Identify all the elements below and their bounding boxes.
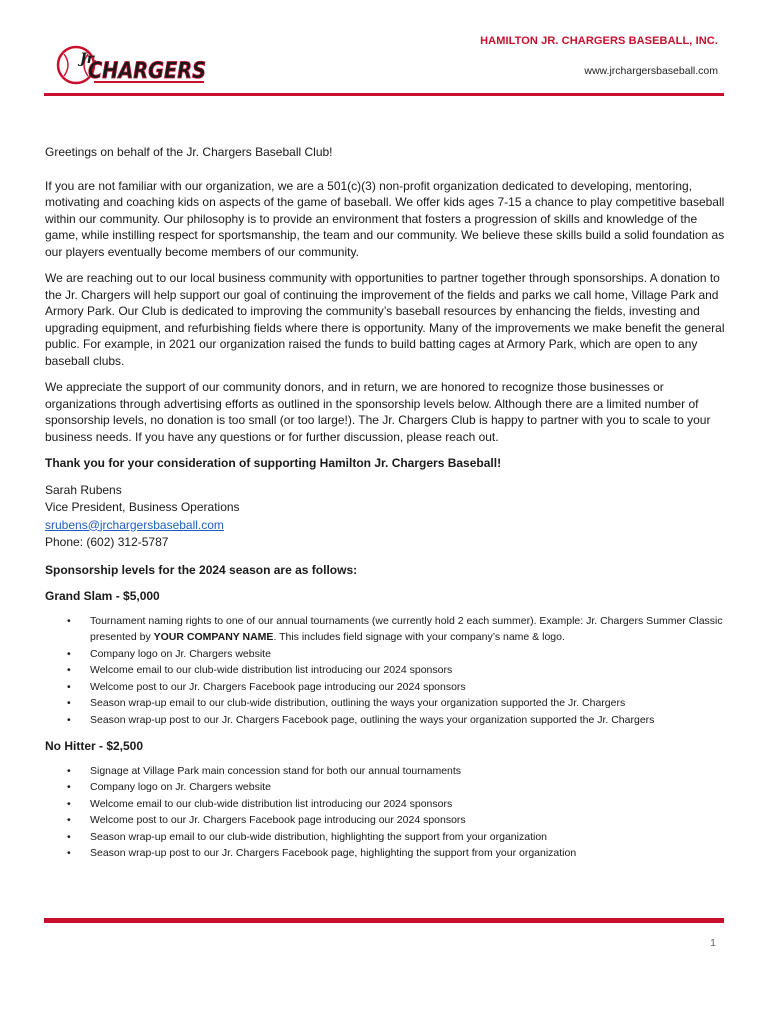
jr-chargers-logo [54,40,210,90]
organization-name: HAMILTON JR. CHARGERS BASEBALL, INC. [480,35,718,47]
list-item: • Signage at Village Park main concession stand for both our annual tournaments [45,763,729,780]
bullet-icon: • [67,781,71,793]
signer-name: Sarah Rubens [45,482,122,497]
signer-title: Vice President, Business Operations [45,500,240,514]
letter-body [45,144,729,872]
list-item: • Welcome post to our Jr. Chargers Facebook page introducing our 2024 sponsors [45,812,729,829]
bullet-icon: • [67,664,71,676]
greeting: Greetings on behalf of the Jr. Chargers Baseball Club! [45,145,333,159]
bullet-icon: • [67,847,71,859]
signer-email-link[interactable]: srubens@jrchargersbaseball.com [45,517,224,532]
company-name-placeholder: YOUR COMPANY NAME [153,631,274,643]
signer-phone: Phone: (602) 312-5787 [45,535,169,549]
website-link[interactable]: www.jrchargersbaseball.com [584,65,718,77]
list-item: • Season wrap-up email to our club-wide distribution, outlining the ways your organization supported the Jr. Chargers [45,695,729,712]
paragraph-intro: If you are not familiar with our organization, we are a 501(c)(3) non-profit organization dedicated to developing, mentoring, motivating and coaching kids on aspects of the game of baseball. We offer kids ages 7-15 a chance to play competitive baseball within our community. Our philosophy is to provide an environment that fosters a progression of skills and knowledge of the game, while instilling respect for sportsmanship, the team and our community. We believe these skills build a solid foundation as our players eventually become members of our community. [45,178,725,259]
bullet-icon: • [67,647,71,660]
header-divider [44,93,724,96]
list-item: • Company logo on Jr. Chargers website [45,646,729,663]
svg-text:CHARGERS: CHARGERS [88,59,206,84]
thank-you-line: Thank you for your consideration of supporting Hamilton Jr. Chargers Baseball! [45,456,502,470]
bullet-icon: • [67,713,71,726]
bullet-icon: • [67,697,71,709]
list-item: • Company logo on Jr. Chargers website [45,779,729,796]
paragraph-outreach: We are reaching out to our local business community with opportunities to partner together through sponsorships. A donation to the Jr. Chargers will help support our goal of continuing the improvement of the fields and parks we call home, Village Park and Armory Park. Our Club is dedicated to improving the community’s baseball resources by enhancing the fields, investing and upgrading equipment, and refurbishing fields where there is opportunity. Many of the improvements we make benefit the general public. For example, in 2021 our organization raised the funds to build batting cages at Armory Park, which are open to any baseball clubs. [45,271,725,368]
signature-block [45,482,729,552]
paragraph-appreciation: We appreciate the support of our community donors, and in return, we are honored to recognize those businesses or organizations through advertising efforts as outlined in the sponsorship levels below. Although there are a limited number of sponsorship levels, no donation is too small (or too large!). The Jr. Chargers Club is happy to partner with you to scale to your business needs. If you have any questions or for further discussion, please reach out. [45,380,711,444]
level-title-no-hitter: No Hitter - $2,500 [45,739,144,753]
svg-text:Jr.: Jr. [80,51,98,67]
bullet-icon: • [67,797,71,810]
bullet-icon: • [67,814,71,826]
bullet-icon: • [67,680,71,693]
list-item: • Welcome email to our club-wide distribution list introducing our 2024 sponsors [45,796,729,813]
footer-divider [44,918,724,923]
bullet-icon: • [67,614,71,627]
list-item: • Welcome post to our Jr. Chargers Facebook page introducing our 2024 sponsors [45,679,729,696]
page-number: 1 [710,937,716,949]
bullet-icon: • [67,764,71,777]
list-item: • Season wrap-up post to our Jr. Chargers Facebook page, outlining the ways your organization supported the Jr. Chargers [45,712,729,729]
list-item: • Tournament naming rights to one of our annual tournaments (we currently hold 2 each summer). Example: Jr. Chargers Summer Classic presented by YOUR COMPANY NAME. This includes field signage with your company’s name & logo. [67,614,723,643]
bullet-icon: • [67,830,71,843]
list-item: • Season wrap-up email to our club-wide distribution, highlighting the support from your organization [45,829,729,846]
list-item: • Welcome email to our club-wide distribution list introducing our 2024 sponsors [45,662,729,679]
level-title-grand-slam: Grand Slam - $5,000 [45,589,160,603]
sponsorship-heading: Sponsorship levels for the 2024 season are as follows: [45,562,358,577]
list-item: • Season wrap-up post to our Jr. Chargers Facebook page, highlighting the support from your organization [45,845,729,862]
grand-slam-benefits-list [45,613,729,729]
no-hitter-benefits-list [45,763,729,862]
